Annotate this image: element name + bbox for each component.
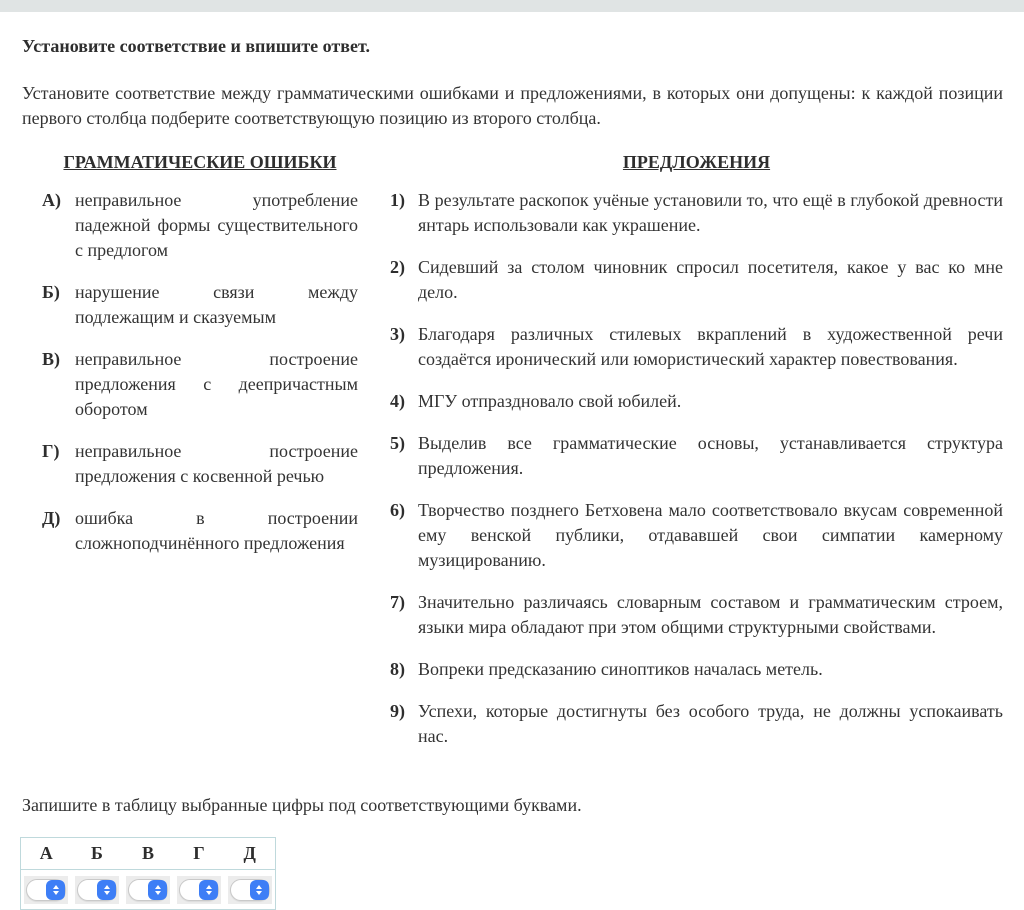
answer-cell-v	[123, 870, 174, 910]
sentence-item-7	[390, 590, 1003, 640]
answer-input-b[interactable]	[82, 880, 98, 900]
sentence-item-text: Вопреки предсказанию синоптиков началась метель.	[418, 659, 823, 679]
answer-spinner-a[interactable]	[26, 879, 66, 901]
answer-table-input-row	[21, 870, 276, 910]
errors-column	[42, 152, 358, 766]
chevron-up-icon	[155, 885, 161, 889]
answer-table-header-row	[21, 838, 276, 870]
sentence-item-5	[390, 431, 1003, 481]
answer-column-letter-a: А	[21, 838, 72, 870]
number-input-tile	[126, 876, 170, 904]
number-input-tile	[177, 876, 221, 904]
error-item-text: нарушение связи между подлежащим и сказуемым	[75, 282, 358, 327]
answer-column-letter-v: В	[123, 838, 174, 870]
error-item-label: Г)	[42, 441, 60, 461]
sentence-item-label: 7)	[390, 592, 405, 612]
sentence-item-text: Успехи, которые достигнуты без особого труда, не должны успокаивать нас.	[418, 701, 1003, 746]
answer-spinner-v[interactable]	[128, 879, 168, 901]
sentence-item-label: 8)	[390, 659, 405, 679]
error-item-text: ошибка в построении сложноподчинённого предложения	[75, 508, 358, 553]
chevron-up-icon	[256, 885, 262, 889]
sentence-item-6	[390, 498, 1003, 573]
chevron-up-icon	[104, 885, 110, 889]
chevron-up-icon	[53, 885, 59, 889]
page-title: Установите соответствие и впишите ответ.	[22, 36, 370, 56]
error-item-a	[42, 188, 358, 263]
error-item-label: А)	[42, 190, 61, 210]
top-band	[0, 0, 1024, 12]
matching-columns	[22, 152, 1003, 766]
error-item-text: неправильное употребление падежной формы существительного с предлогом	[75, 190, 358, 260]
number-input-tile	[75, 876, 119, 904]
error-item-b	[42, 280, 358, 330]
sentence-item-text: Творчество позднего Бетховена мало соответствовало вкусам современной ему венской публики, отдававшей свои симпатии камерному музицированию.	[418, 500, 1003, 570]
sentence-item-1	[390, 188, 1003, 238]
answer-cell-a	[21, 870, 72, 910]
error-item-g	[42, 439, 358, 489]
answer-cell-b	[72, 870, 123, 910]
sentence-item-9	[390, 699, 1003, 749]
answer-table	[20, 837, 276, 910]
chevron-down-icon	[155, 891, 161, 895]
sentences-column	[390, 152, 1003, 766]
sentence-item-text: МГУ отпраздновало свой юбилей.	[418, 391, 682, 411]
number-input-tile	[228, 876, 272, 904]
error-item-label: В)	[42, 349, 60, 369]
sentence-item-label: 3)	[390, 324, 405, 344]
answer-instruction: Запишите в таблицу выбранные цифры под соответствующими буквами.	[22, 795, 582, 815]
error-item-text: неправильное построение предложения с деепричастным оборотом	[75, 349, 358, 419]
sentence-item-label: 6)	[390, 500, 405, 520]
sentence-item-label: 1)	[390, 190, 405, 210]
answer-column-letter-g: Г	[174, 838, 225, 870]
error-item-label: Б)	[42, 282, 60, 302]
sentence-item-label: 5)	[390, 433, 405, 453]
answer-input-d[interactable]	[235, 880, 251, 900]
answer-spinner-b[interactable]	[77, 879, 117, 901]
number-stepper-b[interactable]	[97, 880, 116, 900]
sentence-item-text: Сидевший за столом чиновник спросил посетителя, какое у вас ко мне дело.	[418, 257, 1003, 302]
errors-column-header: ГРАММАТИЧЕСКИЕ ОШИБКИ	[63, 152, 337, 172]
number-stepper-v[interactable]	[148, 880, 167, 900]
number-stepper-g[interactable]	[199, 880, 218, 900]
chevron-down-icon	[256, 891, 262, 895]
answer-input-v[interactable]	[133, 880, 149, 900]
answer-input-g[interactable]	[184, 880, 200, 900]
sentence-item-8	[390, 657, 1003, 682]
chevron-down-icon	[53, 891, 59, 895]
sentence-item-text: Благодаря различных стилевых вкраплений в художественной речи создаётся иронический или юмористический характер повествования.	[418, 324, 1003, 369]
sentence-item-label: 2)	[390, 257, 405, 277]
sentence-item-label: 9)	[390, 701, 405, 721]
sentence-item-text: В результате раскопок учёные установили то, что ещё в глубокой древности янтарь использовали как украшение.	[418, 190, 1003, 235]
error-item-d	[42, 506, 358, 556]
error-item-text: неправильное построение предложения с косвенной речью	[75, 441, 358, 486]
answer-cell-g	[174, 870, 225, 910]
answer-spinner-d[interactable]	[230, 879, 270, 901]
chevron-down-icon	[104, 891, 110, 895]
sentence-item-text: Значительно различаясь словарным составом и грамматическим строем, языки мира обладают при этом общими структурными свойствами.	[418, 592, 1003, 637]
sentence-item-3	[390, 322, 1003, 372]
chevron-down-icon	[206, 891, 212, 895]
error-item-v	[42, 347, 358, 422]
answer-column-letter-d: Д	[225, 838, 276, 870]
sentences-column-header: ПРЕДЛОЖЕНИЯ	[622, 152, 771, 172]
answer-column-letter-b: Б	[72, 838, 123, 870]
question-page	[0, 12, 1024, 910]
task-instruction: Установите соответствие между грамматическими ошибками и предложениями, в которых они допущены: к каждой позиции первого столбца подберите соответствующую позицию из второго столбца.	[22, 83, 1003, 128]
number-stepper-a[interactable]	[46, 880, 65, 900]
number-input-tile	[24, 876, 68, 904]
number-stepper-d[interactable]	[250, 880, 269, 900]
sentence-item-label: 4)	[390, 391, 405, 411]
answer-spinner-g[interactable]	[179, 879, 219, 901]
answer-cell-d	[225, 870, 276, 910]
answer-input-a[interactable]	[31, 880, 47, 900]
error-item-label: Д)	[42, 508, 61, 528]
chevron-up-icon	[206, 885, 212, 889]
sentence-item-4	[390, 389, 1003, 414]
sentence-item-text: Выделив все грамматические основы, устанавливается структура предложения.	[418, 433, 1003, 478]
sentence-item-2	[390, 255, 1003, 305]
